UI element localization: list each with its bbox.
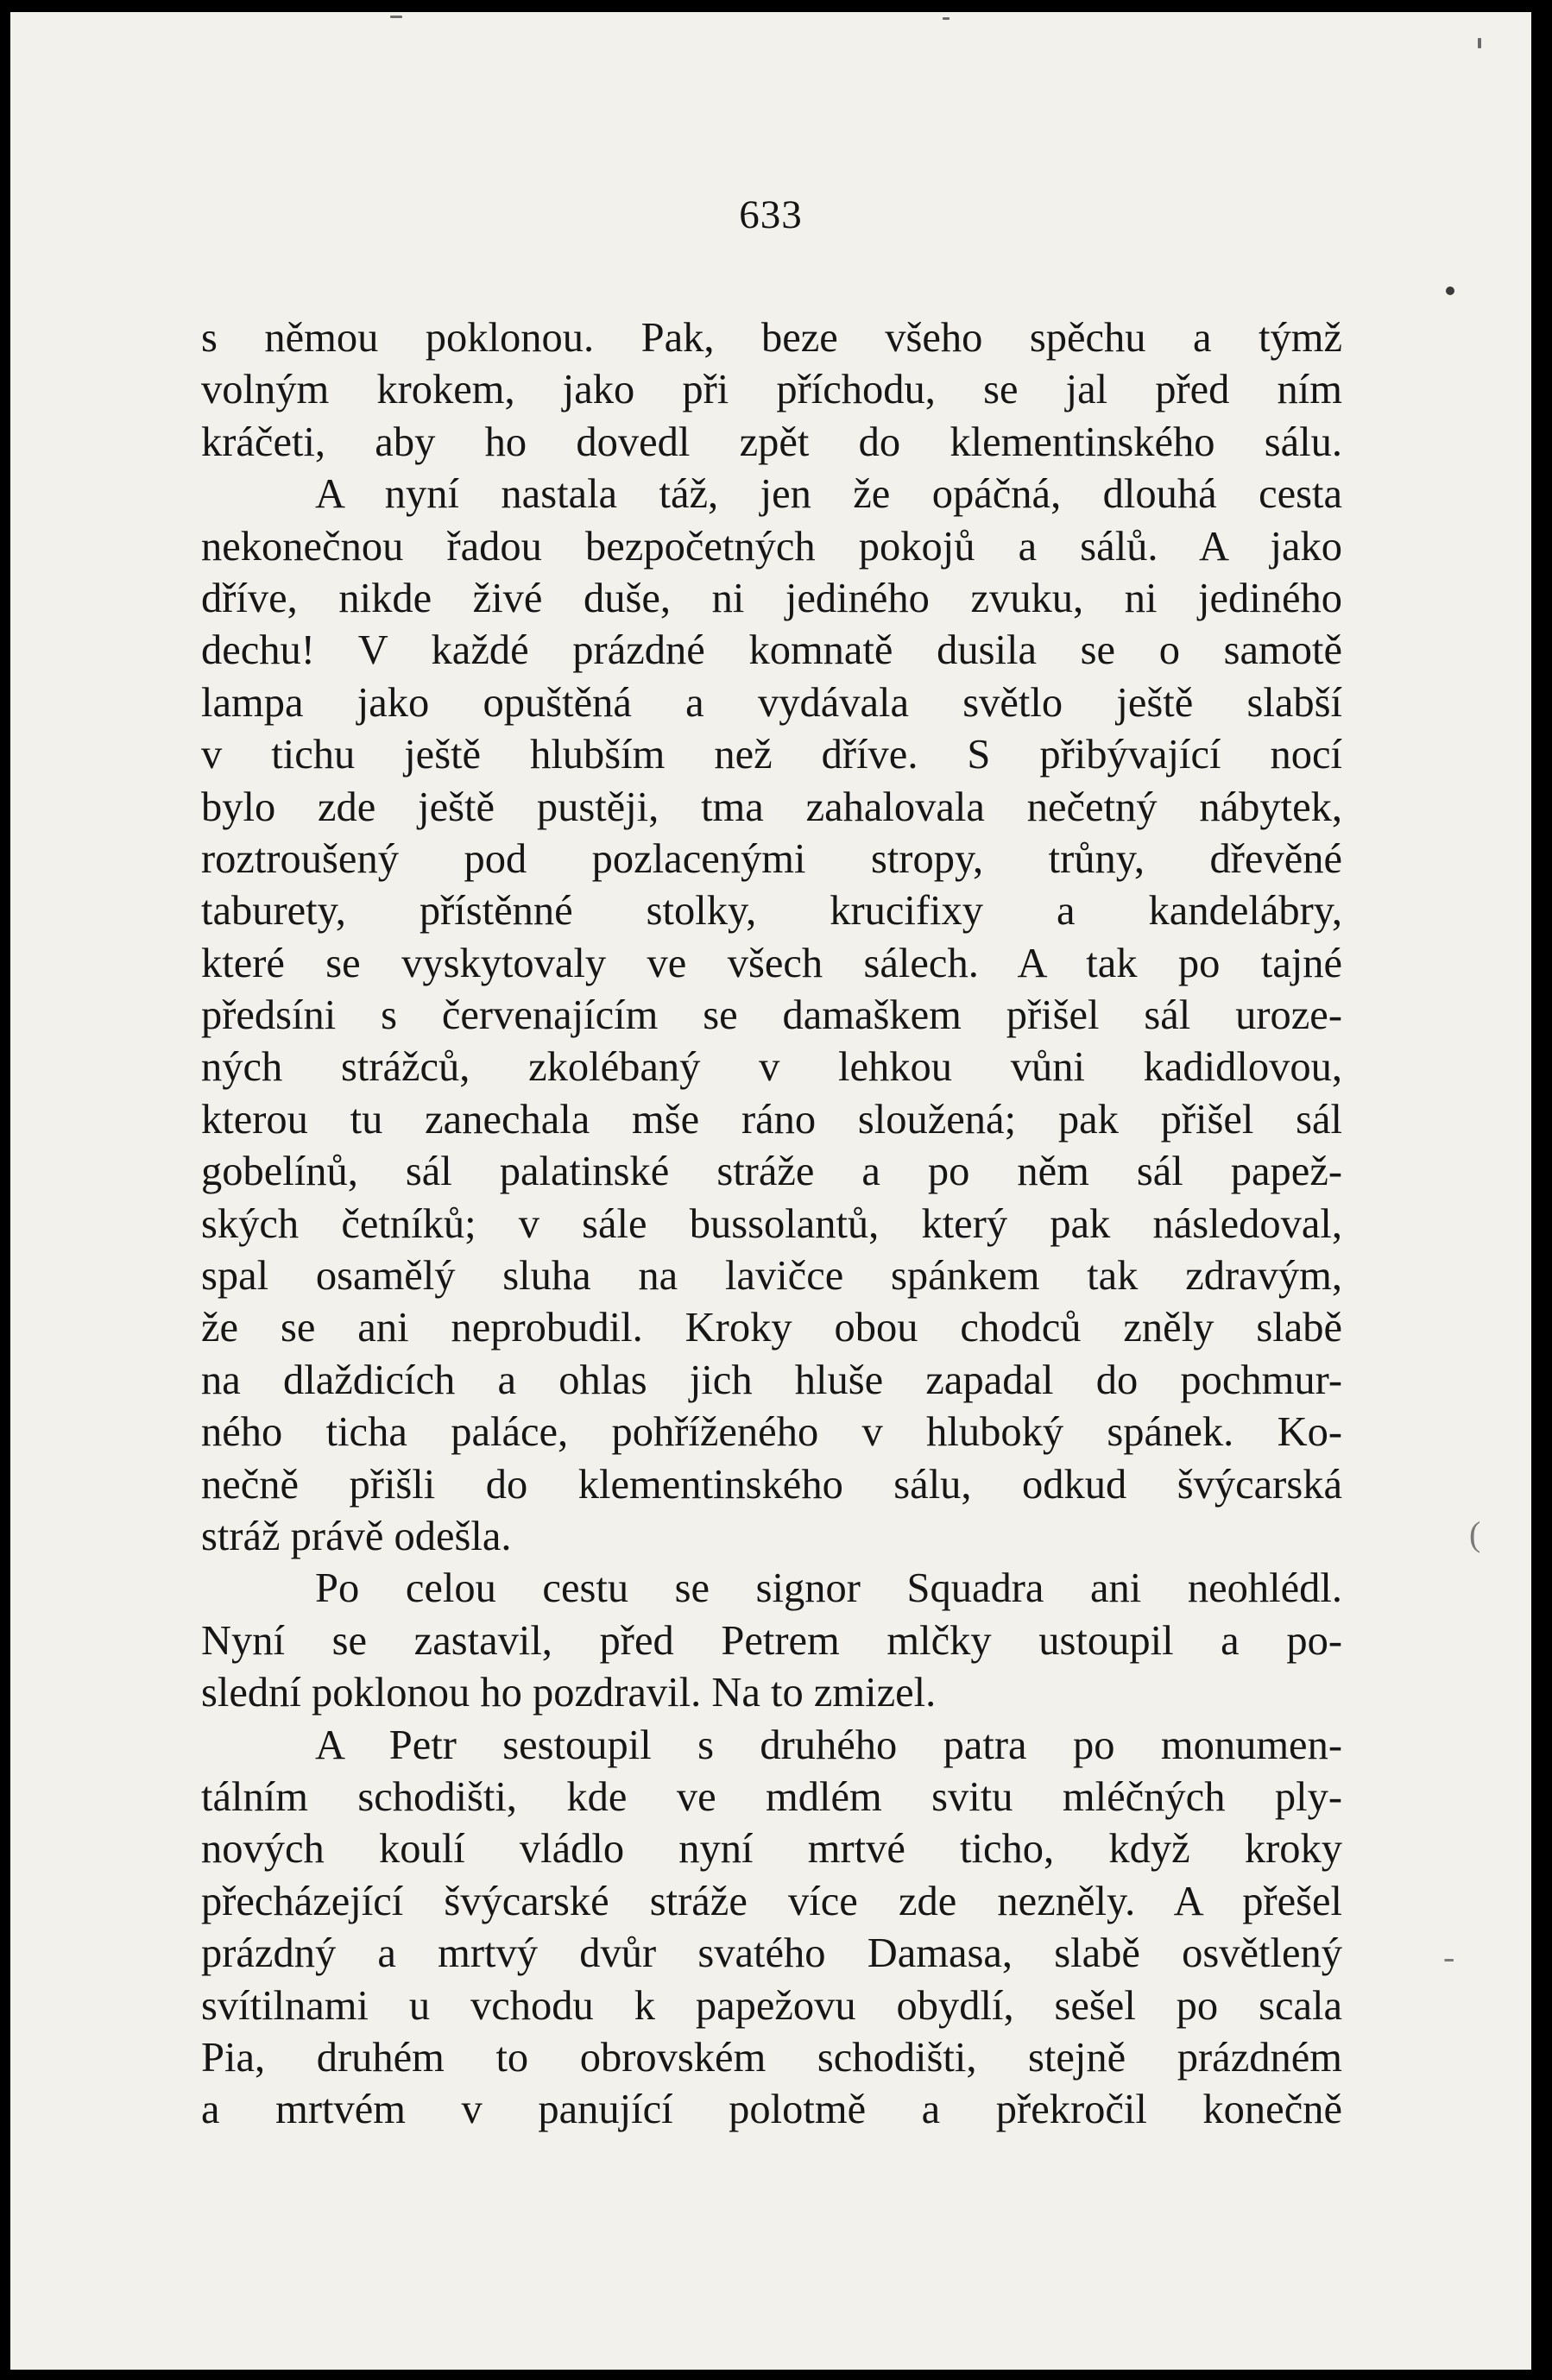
text-line: nekonečnou řadou bezpočetných pokojů a sálů. A jako: [201, 523, 1342, 570]
scan-edge-speck: [943, 17, 949, 20]
text-line: Pia, druhém to obrovském schodišti, stejně prázdném: [201, 2034, 1342, 2081]
page-number: 633: [739, 192, 803, 237]
text-line: které se vyskytovaly ve všech sálech. A tak po tajné: [201, 940, 1342, 986]
body-text: [201, 312, 1342, 2137]
ink-speck: [1446, 286, 1454, 295]
text-line: s němou poklonou. Pak, beze všeho spěchu a týmž: [201, 315, 1342, 361]
text-line: A nyní nastala táž, jen že opáčná, dlouhá cesta: [315, 471, 1342, 518]
text-line: Nyní se zastavil, před Petrem mlčky ustoupil a po-: [201, 1617, 1342, 1664]
text-line: slední poklonou ho pozdravil. Na to zmizel.: [201, 1670, 937, 1716]
margin-mark: (: [1469, 1514, 1481, 1553]
scan-edge-speck: [390, 16, 402, 18]
text-line: na dlaždicích a ohlas jich hluše zapadal do pochmur-: [201, 1357, 1342, 1403]
text-line: kráčeti, aby ho dovedl zpět do klementinského sálu.: [201, 419, 1342, 465]
text-line: dříve, nikde živé duše, ni jediného zvuku, ni jediného: [201, 575, 1342, 621]
text-line: Po celou cestu se signor Squadra ani neohlédl.: [315, 1565, 1342, 1612]
text-line: ných strážců, zkolébaný v lehkou vůni kadidlovou,: [201, 1044, 1342, 1091]
text-line: nečně přišli do klementinského sálu, odkud švýcarská: [201, 1461, 1342, 1508]
text-line: ských četníků; v sále bussolantů, který pak následoval,: [201, 1200, 1342, 1247]
text-line: že se ani neprobudil. Kroky obou chodců zněly slabě: [201, 1305, 1342, 1351]
text-line: taburety, přístěnné stolky, krucifixy a kandelábry,: [201, 888, 1342, 935]
text-line: kterou tu zanechala mše ráno sloužená; pak přišel sál: [201, 1096, 1342, 1143]
text-line: přecházející švýcarské stráže více zde nezněly. A přešel: [201, 1878, 1342, 1924]
text-line: stráž právě odešla.: [201, 1513, 512, 1559]
text-line: ného ticha paláce, pohříženého v hluboký spánek. Ko-: [201, 1409, 1342, 1456]
text-line: a mrtvém v panující polotmě a překročil konečně: [201, 2087, 1342, 2133]
text-line: prázdný a mrtvý dvůr svatého Damasa, slabě osvětlený: [201, 1930, 1342, 1977]
text-line: nových koulí vládlo nyní mrtvé ticho, když kroky: [201, 1826, 1342, 1873]
text-line: A Petr sestoupil s druhého patra po monumen-: [315, 1722, 1342, 1768]
text-line: tálním schodišti, kde ve mdlém svitu mléčných ply-: [201, 1773, 1342, 1820]
text-line: svítilnami u vchodu k papežovu obydlí, sešel po scala: [201, 1982, 1342, 2029]
text-line: roztroušený pod pozlacenými stropy, trůny, dřevěné: [201, 835, 1342, 882]
text-line: volným krokem, jako při příchodu, se jal před ním: [201, 367, 1342, 413]
text-line: bylo zde ještě pustěji, tma zahalovala nečetný nábytek,: [201, 784, 1342, 830]
text-line: spal osamělý sluha na lavičce spánkem tak zdravým,: [201, 1253, 1342, 1300]
text-line: v tichu ještě hlubším než dříve. S přibývající nocí: [201, 732, 1342, 778]
text-line: dechu! V každé prázdné komnatě dusila se o samotě: [201, 627, 1342, 674]
margin-mark: -: [1443, 1937, 1455, 1976]
scan-edge-speck: [1478, 38, 1481, 48]
book-page: [10, 12, 1531, 2370]
text-line: gobelínů, sál palatinské stráže a po něm sál papež-: [201, 1149, 1342, 1195]
text-line: předsíni s červenajícím se damaškem přišel sál uroze-: [201, 992, 1342, 1039]
text-line: lampa jako opuštěná a vydávala světlo ještě slabší: [201, 679, 1342, 726]
